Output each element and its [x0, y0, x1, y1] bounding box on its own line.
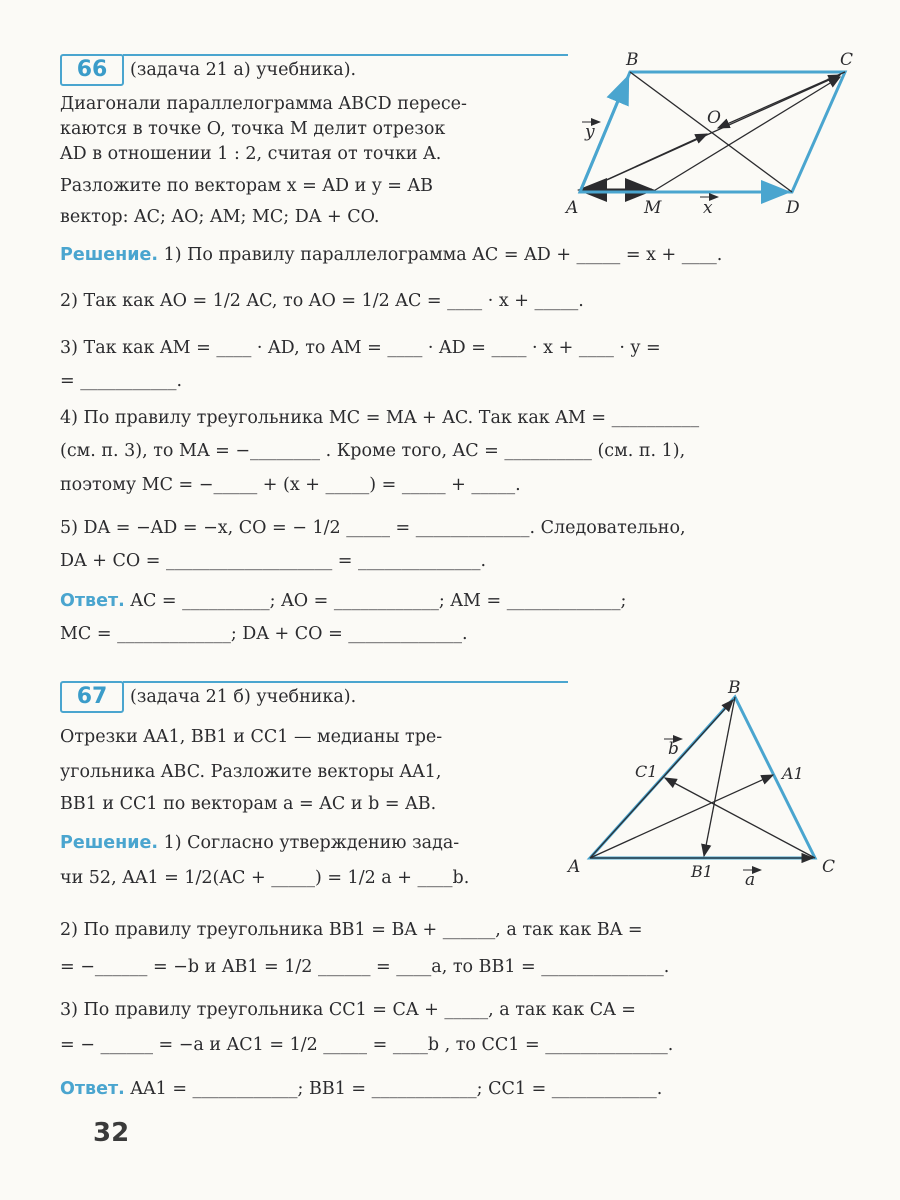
label-B1: B1 [691, 862, 713, 881]
solution-label: Решение. [60, 833, 159, 853]
problem-66-condition-line: AD в отношении 1 : 2, считая от точки A. [60, 144, 442, 164]
label-C: C [840, 50, 854, 70]
problem-66-step-4: 4) По правилу треугольника MC = MA + AC. Так как AM = __________ [60, 408, 700, 428]
problem-66-step-1 [60, 243, 722, 267]
problem-67-step-3-cont: = − ______ = −a и AC1 = 1/2 _____ = ____b , то CC1 = ______________. [60, 1035, 674, 1055]
diagonal-bd [630, 72, 792, 192]
label-b: b [668, 739, 679, 759]
label-M: M [644, 198, 662, 218]
answer-text: AC = __________; AO = ____________; AM = _____________; [130, 591, 627, 611]
problem-67-condition-line: BB1 и CC1 по векторам a = AC и b = AB. [60, 794, 437, 814]
answer-label: Ответ. [60, 1079, 125, 1099]
problem-66-answer [60, 589, 626, 613]
problem-67-answer [60, 1077, 662, 1101]
triangle-figure [565, 675, 850, 890]
problem-67-step-2: 2) По правилу треугольника BB1 = BA + ______, а так как BA = [60, 920, 643, 940]
problem-66-step-3-cont: = ___________. [60, 371, 183, 391]
label-A1: A1 [782, 764, 804, 783]
problem-66-condition-line: каются в точке O, точка M делит отрезок [60, 119, 446, 139]
step-text: 1) Согласно утверждению зада- [163, 833, 460, 853]
label-y: y [585, 122, 595, 142]
problem-67-condition-line: Отрезки AA1, BB1 и CC1 — медианы тре- [60, 727, 443, 747]
problem-67-step-3: 3) По правилу треугольника CC1 = CA + _____, а так как CA = [60, 1000, 636, 1020]
answer-text: AA1 = ____________; BB1 = ____________; CC1 = ____________. [130, 1079, 663, 1099]
problem-66-step-3: 3) Так как AM = ____ · AD, то AM = ____ · AD = ____ · x + ____ · y = [60, 338, 661, 358]
problem-67-header-rule [123, 681, 568, 683]
problem-66-step-5: 5) DA = −AD = −x, CO = − 1/2 _____ = _____________. Следовательно, [60, 518, 686, 538]
problem-66-step-4-cont: (см. п. 3), то MA = −________ . Кроме того, AC = __________ (см. п. 1), [60, 441, 686, 461]
problem-67-reference: (задача 21 б) учебника). [130, 687, 357, 707]
problem-67-step-1-cont: чи 52, AA1 = 1/2(AC + _____) = 1/2 a + ____b. [60, 868, 470, 888]
median-bb1 [704, 697, 735, 856]
vector-mc [652, 77, 840, 192]
problem-66-step-5-cont: DA + CO = ___________________ = ______________. [60, 551, 487, 571]
label-B: B [626, 50, 639, 70]
problem-66-reference: (задача 21 а) учебника). [130, 60, 357, 80]
problem-66-step-4-cont: поэтому MC = −_____ + (x + _____) = _____ + _____. [60, 475, 521, 495]
step-text: 1) По правилу параллелограмма AC = AD + _____ = x + ____. [163, 245, 723, 265]
label-x: x [703, 198, 713, 218]
problem-66-answer-cont: MC = _____________; DA + CO = _____________. [60, 624, 468, 644]
label-O: O [707, 108, 721, 128]
label-A: A [566, 198, 579, 218]
problem-66-condition-line: Диагонали параллелограмма ABCD пересе- [60, 94, 467, 114]
label-D: D [786, 198, 800, 218]
label-A: A [568, 857, 581, 877]
problem-66-header-rule [123, 54, 568, 56]
problem-67-step-1 [60, 831, 459, 855]
label-C1: C1 [635, 762, 658, 781]
problem-66-condition-line: вектор: AC; AO; AM; MC; DA + CO. [60, 207, 380, 227]
parallelogram-figure [560, 45, 870, 225]
answer-label: Ответ. [60, 591, 125, 611]
problem-66-condition-line: Разложите по векторам x = AD и y = AB [60, 176, 433, 196]
problem-66-step-2: 2) Так как AO = 1/2 AC, то AO = 1/2 AC = ____ · x + _____. [60, 291, 584, 311]
vector-b [590, 700, 733, 858]
page-number: 32 [93, 1118, 130, 1148]
problem-67-step-2-cont: = −______ = −b и AB1 = 1/2 ______ = ____a, то BB1 = ______________. [60, 957, 670, 977]
problem-67-condition-line: угольника ABC. Разложите векторы AA1, [60, 762, 442, 782]
label-C: C [822, 857, 836, 877]
label-a: a [745, 870, 756, 890]
label-B: B [728, 678, 741, 698]
vector-co [718, 72, 845, 128]
problem-67-number: 67 [60, 681, 124, 713]
problem-66-number: 66 [60, 54, 124, 86]
solution-label: Решение. [60, 245, 159, 265]
